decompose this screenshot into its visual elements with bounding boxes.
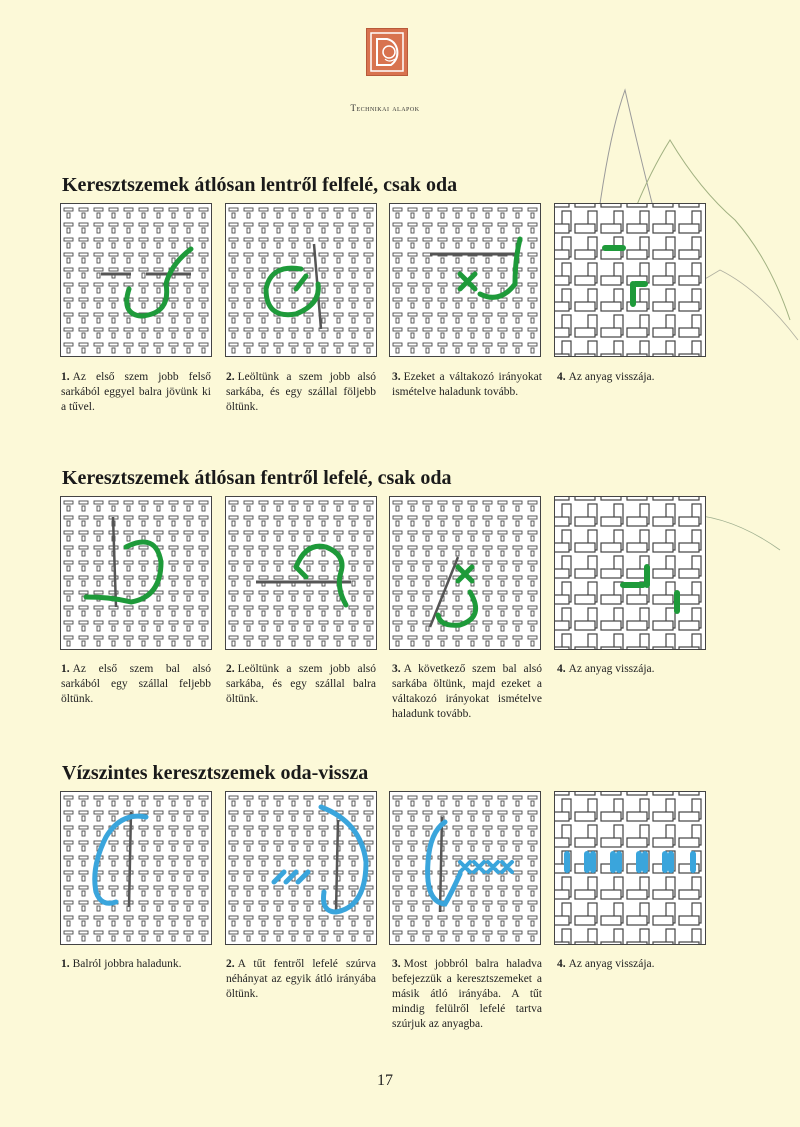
- section-title-1: Keresztszemek átlósan lentről felfelé, csak oda: [62, 174, 458, 196]
- step-caption-2-3: 3. A következő szem bal alsó sarkába öltünk, majd ezeket a váltakozó irányokat ismételve haladunk tovább.: [392, 663, 542, 720]
- step-illustration-3-2: [226, 792, 376, 944]
- step-caption-3-1: 1. Balról jobbra haladunk.: [61, 958, 182, 970]
- step-illustration-3-4: [555, 792, 705, 944]
- step-illustration-2-2: [226, 497, 376, 649]
- step-illustration-1-1: [61, 204, 211, 356]
- step-caption-1-4: 4. Az anyag visszája.: [557, 371, 655, 383]
- step-caption-1-2: 2. Leöltünk a szem jobb alsó sarkába, és egy szállal följebb öltünk.: [226, 371, 376, 413]
- step-illustration-2-1: [61, 497, 211, 649]
- step-caption-1-3: 3. Ezeket a váltakozó irányokat ismételve haladunk tovább.: [392, 371, 542, 398]
- step-illustration-2-3: [390, 497, 540, 649]
- running-header: Technikai alapok: [350, 103, 420, 113]
- section-title-2: Keresztszemek átlósan fentről lefelé, csak oda: [62, 467, 452, 489]
- step-illustration-3-1: [61, 792, 211, 944]
- step-illustration-1-3: [390, 204, 540, 356]
- section-title-3: Vízszintes keresztszemek oda-vissza: [62, 762, 369, 784]
- publisher-logo: [366, 28, 408, 76]
- step-caption-2-2: 2. Leöltünk a szem jobb alsó sarkába, és egy szállal balra öltünk.: [226, 663, 376, 705]
- step-caption-3-4: 4. Az anyag visszája.: [557, 958, 655, 970]
- step-illustration-1-2: [226, 204, 376, 356]
- step-caption-2-1: 1. Az első szem bal alsó sarkából egy szállal feljebb öltünk.: [61, 663, 211, 705]
- page-number: 17: [377, 1072, 393, 1089]
- step-illustration-3-3: [390, 792, 540, 944]
- step-caption-3-2: 2. A tűt fentről lefelé szúrva néhányat az egyik átló irányába öltünk.: [226, 958, 376, 1000]
- step-caption-3-3: 3. Most jobbról balra haladva befejezzük a keresztszemeket a másik átló irányába. A tűt mindig felülről lefelé tartva szúrjuk az anyagba.: [392, 958, 542, 1030]
- step-illustration-1-4: [555, 204, 705, 356]
- step-caption-2-4: 4. Az anyag visszája.: [557, 663, 655, 675]
- step-illustration-2-4: [555, 497, 705, 649]
- step-caption-1-1: 1. Az első szem jobb felső sarkából eggyel balra jövünk ki a tűvel.: [61, 371, 211, 413]
